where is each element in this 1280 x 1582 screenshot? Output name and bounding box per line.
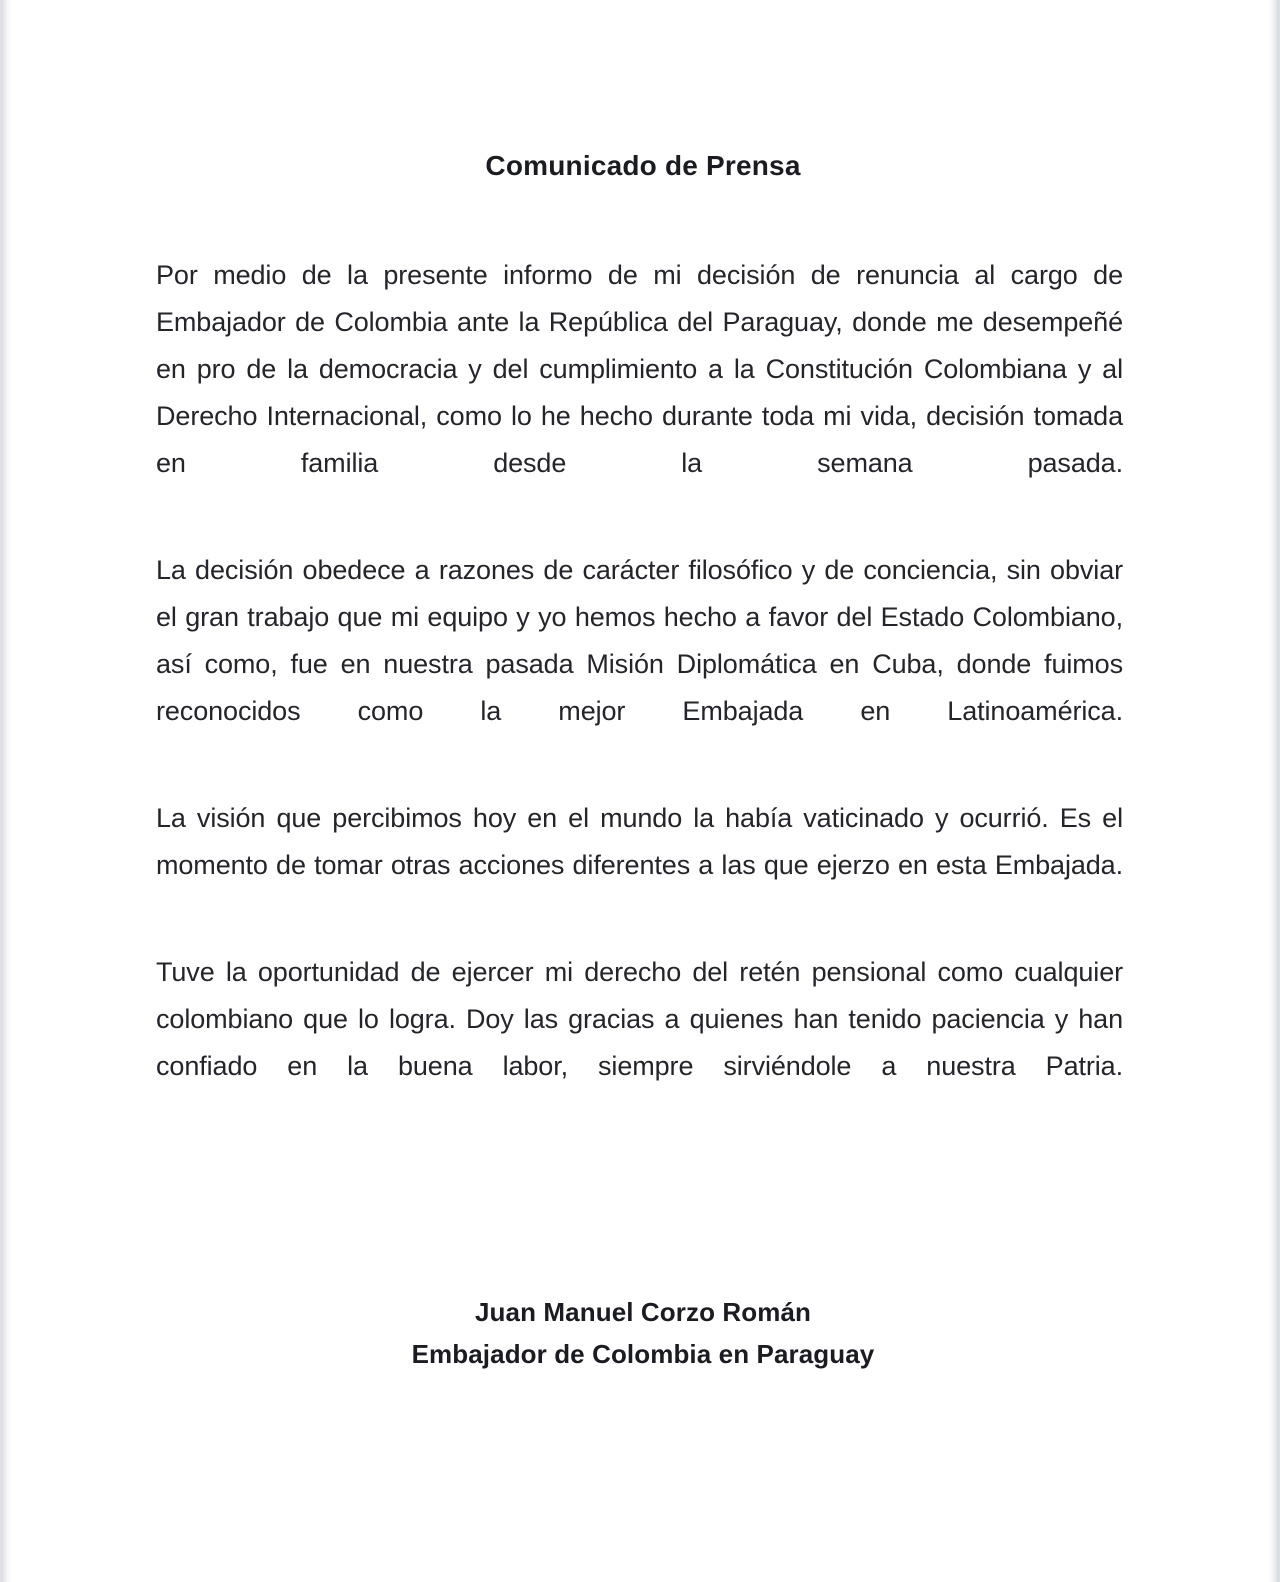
- body-paragraph: Tuve la oportunidad de ejercer mi derecho del retén pensional como cualquier colombiano que lo logra. Doy las gracias a quienes han tenido paciencia y han confiado en la buena labor, siempre sirviéndole a nuestra Patria.: [156, 957, 1123, 1081]
- body-paragraph: Por medio de la presente informo de mi decisión de renuncia al cargo de Embajador de Colombia ante la República del Paraguay, donde me desempeñé en pro de la democracia y del cumplimiento a la Constitución Colombiana y al Derecho Internacional, como lo he hecho durante toda mi vida, decisión tomada en familia desde la semana pasada.: [156, 260, 1123, 478]
- signature-block: [3, 1291, 1280, 1375]
- body-paragraph: La visión que percibimos hoy en el mundo la había vaticinado y ocurrió. Es el momento de tomar otras acciones diferentes a las que ejerzo en esta Embajada.: [156, 803, 1123, 880]
- signature-name: Juan Manuel Corzo Román: [475, 1297, 811, 1327]
- body-paragraph: La decisión obedece a razones de carácter filosófico y de conciencia, sin obviar el gran trabajo que mi equipo y yo hemos hecho a favor del Estado Colombiano, así como, fue en nuestra pasada Misión Diplomática en Cuba, donde fuimos reconocidos como la mejor Embajada en Latinoamérica.: [156, 555, 1123, 726]
- page-title: Comunicado de Prensa: [485, 149, 801, 181]
- signature-role: Embajador de Colombia en Paraguay: [411, 1339, 875, 1369]
- document-body: [156, 252, 1123, 1137]
